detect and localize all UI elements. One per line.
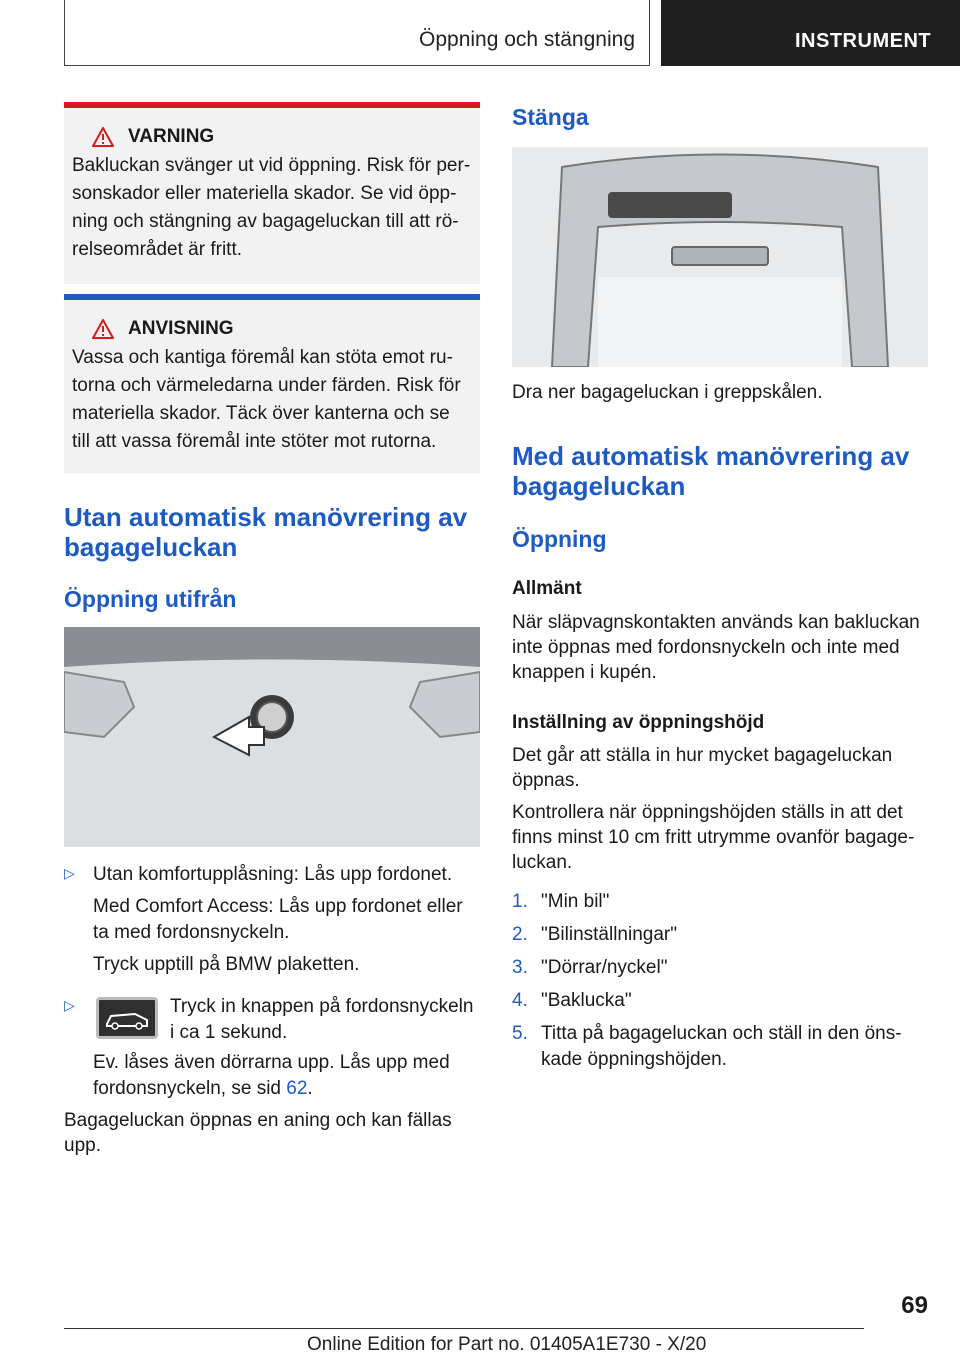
section-heading-manual: Utan automatisk manövrering av bagageluckan bbox=[64, 502, 468, 562]
notice-text: Vassa och kantiga föremål kan stöta emot rutorna och värmeledarna under färden. Risk för materiella skador. Täck över kanterna och se till att vassa föremål inte stöter mot rutorna. bbox=[72, 347, 461, 452]
chapter-tab: INSTRUMENT bbox=[661, 0, 960, 66]
footer-edition: Online Edition for Part no. 01405A1E730 - X/20 bbox=[307, 1334, 707, 1355]
step-text: "Dörrar/nyckel" bbox=[541, 957, 668, 978]
bullet-1-sub2: Tryck upptill på BMW plaketten. bbox=[93, 954, 360, 975]
section-heading-auto: Med automatisk manövrering av bagageluckan bbox=[512, 441, 910, 501]
triangle-bullet-icon: ▷ bbox=[64, 865, 75, 881]
closing-text: Bagageluckan öppnas en aning och kan fällas upp. bbox=[64, 1110, 452, 1156]
notice-box bbox=[64, 294, 480, 474]
car-trunk-key-icon bbox=[96, 997, 158, 1039]
step-number: 4. bbox=[512, 990, 528, 1011]
notice-triangle-icon bbox=[92, 319, 114, 339]
page-link[interactable]: 62 bbox=[286, 1078, 308, 1099]
step-text: "Bilinställningar" bbox=[541, 924, 677, 945]
bullet-2-sub bbox=[93, 1050, 478, 1102]
section-title: Öppning och stängning bbox=[419, 28, 635, 51]
bullet-1-text: Utan komfortupplåsning: Lås upp fordonet. bbox=[93, 864, 453, 885]
step-number: 2. bbox=[512, 924, 528, 945]
step-number: 5. bbox=[512, 1023, 528, 1044]
step-number: 1. bbox=[512, 891, 528, 912]
bmw-badge-image bbox=[64, 627, 480, 847]
footer-divider bbox=[64, 1328, 864, 1329]
height-text-2: Kontrollera när öppningshöjden ställs in att det finns minst 10 cm fritt utrymme ovanför bagageluckan. bbox=[512, 802, 915, 873]
steps-list bbox=[512, 889, 928, 1079]
step-text: "Baklucka" bbox=[541, 990, 632, 1011]
warning-triangle-icon bbox=[92, 127, 114, 147]
step-number: 3. bbox=[512, 957, 528, 978]
step-text: Titta på bagageluckan och ställ in den önskade öppningshöjden. bbox=[541, 1023, 902, 1070]
general-text: När släpvagnskontakten används kan bakluckan inte öppnas med fordonsnyckeln och inte med knappen i kupén. bbox=[512, 612, 920, 683]
header-frame bbox=[64, 0, 650, 66]
warning-title: VARNING bbox=[128, 126, 215, 147]
step-text: "Min bil" bbox=[541, 891, 610, 912]
bullet-1-sub1: Med Comfort Access: Lås upp fordonet eller ta med fordonsnyckeln. bbox=[93, 896, 463, 943]
height-title: Inställning av öppningshöjd bbox=[512, 712, 765, 733]
notice-title: ANVISNING bbox=[128, 318, 234, 339]
close-heading: Stänga bbox=[512, 104, 589, 130]
warning-text: Bakluckan svänger ut vid öppning. Risk för personskador eller materiella skador. Se vid öppning och stängning av bagageluckan till att rörelseområdet är fritt. bbox=[72, 155, 471, 260]
page-number: 69 bbox=[901, 1292, 928, 1319]
close-caption: Dra ner bagageluckan i greppskålen. bbox=[512, 382, 823, 403]
height-text-1: Det går att ställa in hur mycket bagageluckan öppnas. bbox=[512, 745, 893, 791]
list-item bbox=[512, 1021, 928, 1073]
bullet-2-sub-end: . bbox=[307, 1078, 313, 1099]
triangle-bullet-icon: ▷ bbox=[64, 997, 75, 1013]
subheading-open-outside: Öppning utifrån bbox=[64, 586, 237, 612]
tailgate-image bbox=[512, 147, 928, 367]
bullet-2-text: Tryck in knappen på fordonsnyckeln i ca 1 sekund. bbox=[170, 996, 474, 1043]
general-title: Allmänt bbox=[512, 578, 582, 599]
subheading-open: Öppning bbox=[512, 526, 607, 552]
bullet-item-1 bbox=[64, 862, 480, 982]
warning-box bbox=[64, 102, 480, 284]
bullet-2-sub-text: Ev. låses även dörrarna upp. Lås upp med fordonsnyckeln, se sid bbox=[93, 1052, 450, 1099]
